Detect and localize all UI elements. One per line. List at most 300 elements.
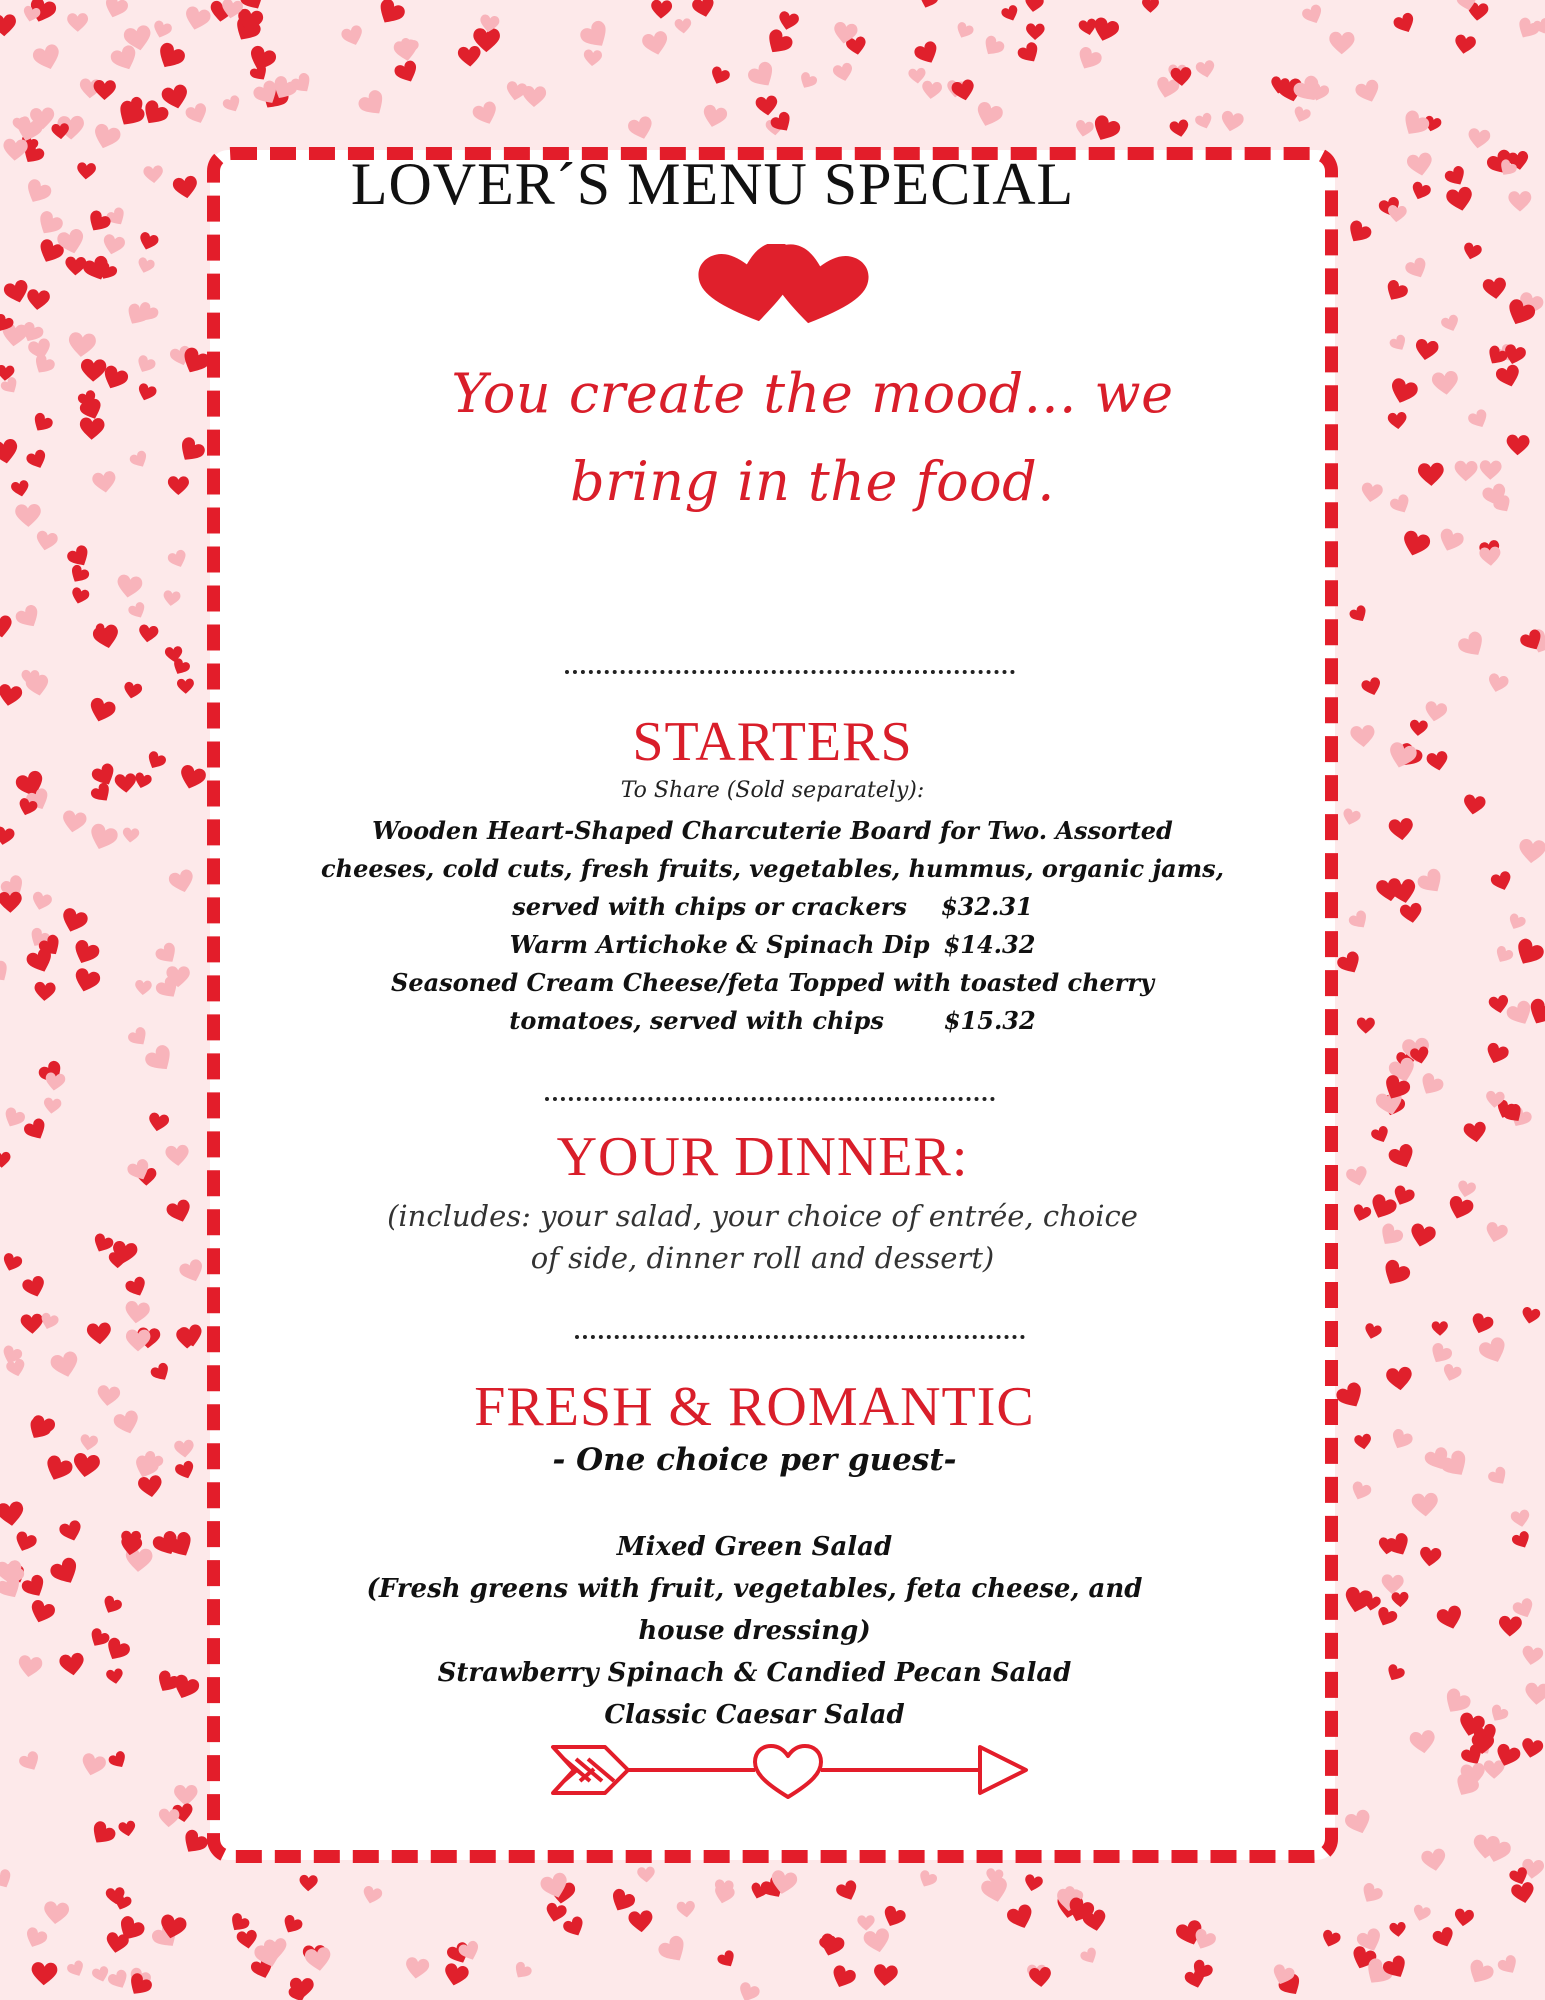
background-heart-icon — [59, 906, 90, 935]
background-heart-icon — [1320, 1929, 1342, 1950]
background-heart-icon — [1510, 1509, 1531, 1529]
background-heart-icon — [1431, 370, 1459, 396]
background-heart-icon — [511, 1960, 533, 1982]
background-heart-icon — [153, 40, 187, 73]
background-heart-icon — [828, 1964, 857, 1992]
background-heart-icon — [22, 177, 53, 207]
background-heart-icon — [1370, 1125, 1392, 1146]
background-heart-icon — [700, 104, 728, 130]
background-heart-icon — [128, 449, 150, 470]
background-heart-icon — [1483, 1221, 1509, 1245]
background-heart-icon — [69, 586, 90, 606]
background-heart-icon — [76, 162, 96, 180]
background-heart-icon — [118, 1820, 137, 1838]
background-heart-icon — [1195, 59, 1217, 79]
background-heart-icon — [100, 1594, 124, 1617]
background-heart-icon — [182, 5, 212, 33]
background-heart-icon — [1300, 3, 1325, 27]
background-heart-icon — [1445, 186, 1475, 214]
background-heart-icon — [834, 1879, 860, 1904]
background-heart-icon — [34, 982, 56, 1002]
background-heart-icon — [67, 332, 96, 358]
background-heart-icon — [442, 1962, 470, 1988]
background-heart-icon — [1398, 108, 1432, 141]
background-heart-icon — [1520, 1737, 1544, 1760]
background-heart-icon — [67, 563, 91, 586]
background-heart-icon — [107, 1750, 129, 1772]
starter-item-charcuterie — [210, 812, 1335, 926]
background-heart-icon — [1440, 313, 1462, 334]
background-heart-icon — [1387, 376, 1419, 406]
background-heart-icon — [1391, 1592, 1409, 1608]
background-heart-icon — [165, 1198, 194, 1225]
background-heart-icon — [1508, 191, 1531, 212]
background-heart-icon — [138, 624, 160, 644]
background-heart-icon — [112, 1409, 142, 1437]
background-heart-icon — [404, 1956, 430, 1980]
background-heart-icon — [122, 827, 140, 843]
background-heart-icon — [457, 46, 481, 68]
background-heart-icon — [1510, 1530, 1532, 1552]
background-heart-icon — [151, 19, 173, 40]
background-heart-icon — [1349, 1480, 1373, 1503]
background-heart-icon — [393, 59, 421, 86]
background-heart-icon — [80, 359, 106, 382]
background-heart-icon — [124, 1300, 151, 1325]
starter-3-line-1: Seasoned Cream Cheese/feta Topped with toasted cherry — [390, 968, 1155, 997]
background-heart-icon — [1520, 1645, 1544, 1667]
background-heart-icon — [0, 438, 20, 466]
background-heart-icon — [12, 1530, 38, 1555]
background-heart-icon — [908, 68, 926, 85]
background-heart-icon — [66, 1959, 87, 1979]
dinner-description — [200, 1195, 1325, 1279]
salad-item: house dressing) — [638, 1616, 871, 1646]
background-heart-icon — [1388, 493, 1413, 517]
background-heart-icon — [1489, 870, 1514, 893]
menu-content — [210, 150, 1335, 1860]
background-heart-icon — [676, 1900, 696, 1918]
background-heart-icon — [583, 49, 602, 67]
background-heart-icon — [93, 80, 116, 100]
background-heart-icon — [1386, 1366, 1414, 1391]
background-heart-icon — [1484, 1760, 1505, 1778]
background-heart-icon — [777, 10, 800, 32]
background-heart-icon — [17, 1654, 44, 1678]
background-heart-icon — [1486, 672, 1510, 694]
background-heart-icon — [1387, 1142, 1418, 1172]
starters-subheading: To Share (Sold separately): — [620, 778, 925, 803]
background-heart-icon — [1089, 113, 1123, 145]
background-heart-icon — [91, 1965, 111, 1984]
background-heart-icon — [626, 115, 655, 142]
background-heart-icon — [175, 435, 208, 467]
background-heart-icon — [1464, 1957, 1496, 1988]
background-heart-icon — [674, 18, 692, 34]
background-heart-icon — [1426, 750, 1450, 772]
background-heart-icon — [1498, 1616, 1522, 1637]
background-heart-icon — [0, 959, 13, 987]
background-heart-icon — [862, 1927, 892, 1955]
background-heart-icon — [762, 27, 795, 59]
background-heart-icon — [91, 470, 117, 494]
background-heart-icon — [1477, 1335, 1510, 1367]
background-heart-icon — [1392, 11, 1418, 36]
background-heart-icon — [166, 548, 189, 570]
background-heart-icon — [0, 1252, 23, 1274]
background-heart-icon — [1350, 725, 1376, 748]
starter-2-label: Warm Artichoke & Spinach Dip — [509, 930, 930, 959]
background-heart-icon — [1074, 119, 1095, 138]
background-heart-icon — [184, 102, 211, 127]
background-heart-icon — [1348, 604, 1370, 626]
background-heart-icon — [114, 773, 137, 793]
background-heart-icon — [0, 826, 15, 847]
background-heart-icon — [299, 1875, 318, 1892]
background-heart-icon — [0, 615, 14, 640]
background-heart-icon — [832, 62, 855, 83]
background-heart-icon — [544, 1902, 568, 1924]
salad-item: Mixed Green Salad — [616, 1532, 893, 1562]
background-heart-icon — [304, 1946, 333, 1972]
background-heart-icon — [1400, 529, 1432, 559]
background-heart-icon — [70, 938, 101, 968]
background-heart-icon — [29, 411, 54, 436]
background-heart-icon — [227, 1911, 252, 1935]
background-heart-icon — [1431, 1926, 1457, 1950]
background-heart-icon — [1506, 912, 1527, 932]
background-heart-icon — [1374, 1605, 1399, 1629]
background-heart-icon — [691, 0, 717, 19]
background-heart-icon — [0, 1501, 25, 1528]
background-heart-icon — [1467, 408, 1491, 431]
dinner-heading: YOUR DINNER: — [556, 1126, 969, 1188]
background-heart-icon — [1415, 866, 1447, 898]
background-heart-icon — [1335, 949, 1364, 977]
background-heart-icon — [857, 1915, 875, 1931]
arrow-heart-icon — [550, 1735, 1030, 1805]
background-heart-icon — [1427, 1341, 1454, 1367]
background-heart-icon — [1382, 278, 1410, 305]
background-heart-icon — [115, 574, 143, 600]
background-heart-icon — [2, 279, 31, 306]
background-heart-icon — [86, 1626, 111, 1650]
background-heart-icon — [374, 0, 408, 29]
background-heart-icon — [1169, 119, 1191, 139]
background-heart-icon — [650, 0, 672, 19]
background-heart-icon — [1292, 105, 1312, 124]
background-heart-icon — [102, 0, 130, 21]
background-heart-icon — [126, 1025, 151, 1049]
background-heart-icon — [2, 138, 28, 161]
background-heart-icon — [43, 1901, 70, 1926]
background-heart-icon — [561, 1915, 587, 1940]
background-heart-icon — [122, 681, 143, 700]
background-heart-icon — [356, 88, 390, 121]
background-heart-icon — [136, 382, 158, 403]
background-heart-icon — [1344, 218, 1374, 247]
background-heart-icon — [91, 122, 123, 152]
divider-2 — [545, 1097, 995, 1101]
tagline-line-2: bring in the food. — [570, 450, 1055, 513]
background-heart-icon — [43, 1097, 62, 1115]
background-heart-icon — [15, 504, 41, 527]
background-heart-icon — [1367, 1192, 1399, 1223]
background-heart-icon — [1354, 1433, 1373, 1450]
background-heart-icon — [1388, 333, 1409, 354]
background-heart-icon — [1363, 1322, 1383, 1341]
background-heart-icon — [86, 822, 120, 854]
background-heart-icon — [20, 1573, 49, 1601]
salad-item: (Fresh greens with fruit, vegetables, feta cheese, and — [366, 1574, 1143, 1604]
background-heart-icon — [917, 0, 940, 11]
dinner-line-2: of side, dinner roll and dessert) — [530, 1241, 995, 1275]
salad-item: Classic Caesar Salad — [604, 1700, 905, 1730]
background-heart-icon — [797, 71, 819, 92]
background-heart-icon — [1387, 411, 1407, 430]
starters-heading: STARTERS — [632, 711, 913, 773]
background-heart-icon — [158, 1808, 179, 1827]
background-heart-icon — [1419, 1546, 1442, 1567]
starter-1-line-2: cheeses, cold cuts, fresh fruits, vegetables, hummus, organic jams, — [321, 854, 1224, 883]
background-heart-icon — [58, 1519, 85, 1544]
background-heart-icon — [1486, 1465, 1510, 1489]
background-heart-icon — [1441, 1363, 1463, 1384]
background-heart-icon — [361, 1885, 384, 1906]
background-heart-icon — [101, 233, 126, 257]
starter-2-price: $14.32 — [943, 930, 1036, 959]
background-heart-icon — [147, 1112, 170, 1133]
background-heart-icon — [1461, 242, 1482, 262]
heart-pair-icon — [696, 244, 876, 334]
background-heart-icon — [72, 967, 102, 995]
starter-3-price: $15.32 — [943, 1006, 1036, 1035]
background-heart-icon — [1436, 527, 1465, 555]
background-heart-icon — [1388, 1427, 1414, 1452]
starter-1-line-1: Wooden Heart-Shaped Charcuterie Board for Two. Assorted — [372, 816, 1173, 845]
background-heart-icon — [504, 80, 528, 102]
background-heart-icon — [124, 1275, 149, 1299]
background-heart-icon — [1456, 629, 1489, 661]
background-heart-icon — [31, 43, 63, 73]
salad-list — [192, 1526, 1317, 1736]
background-heart-icon — [471, 100, 501, 128]
background-heart-icon — [48, 1555, 83, 1588]
background-heart-icon — [1454, 461, 1477, 482]
background-heart-icon — [153, 1669, 182, 1697]
starter-1-price: $32.31 — [940, 892, 1033, 921]
background-heart-icon — [1409, 180, 1432, 202]
background-heart-icon — [1445, 1194, 1475, 1222]
tagline — [250, 350, 1375, 526]
background-heart-icon — [22, 1117, 50, 1144]
background-heart-icon — [109, 43, 141, 74]
divider-1 — [565, 670, 1015, 674]
background-heart-icon — [153, 941, 180, 968]
fresh-heading: FRESH & ROMANTIC — [474, 1376, 1035, 1438]
background-heart-icon — [168, 476, 189, 495]
background-heart-icon — [0, 683, 23, 708]
background-heart-icon — [1518, 838, 1545, 864]
background-heart-icon — [1487, 1703, 1510, 1725]
starter-3-line-2: tomatoes, served with chips $15.32 — [509, 1006, 1036, 1035]
background-heart-icon — [746, 59, 780, 92]
background-heart-icon — [160, 83, 190, 111]
background-heart-icon — [72, 1452, 101, 1479]
background-heart-icon — [716, 1949, 738, 1971]
background-heart-icon — [1514, 16, 1542, 43]
background-heart-icon — [980, 34, 1007, 60]
divider-3 — [575, 1335, 1025, 1339]
background-heart-icon — [22, 1926, 48, 1951]
tagline-line-1: You create the mood... we — [451, 362, 1174, 425]
page-title: LOVER´S MENU SPECIAL — [350, 151, 1075, 217]
background-heart-icon — [1, 1106, 27, 1131]
background-heart-icon — [607, 1887, 637, 1916]
background-heart-icon — [1494, 363, 1522, 389]
background-heart-icon — [1376, 1221, 1406, 1250]
background-heart-icon — [1496, 1953, 1521, 1977]
background-heart-icon — [880, 1904, 907, 1930]
background-heart-icon — [708, 65, 731, 87]
background-heart-icon — [280, 1913, 304, 1937]
background-heart-icon — [236, 1929, 259, 1950]
background-heart-icon — [1329, 32, 1355, 55]
background-heart-icon — [912, 39, 941, 67]
background-heart-icon — [84, 208, 112, 236]
background-heart-icon — [1342, 1585, 1374, 1615]
salad-item: Strawberry Spinach & Candied Pecan Salad — [437, 1658, 1072, 1688]
background-heart-icon — [1510, 1881, 1536, 1905]
background-heart-icon — [1411, 1492, 1438, 1517]
background-heart-icon — [1418, 463, 1445, 487]
background-heart-icon — [26, 289, 51, 311]
background-heart-icon — [1024, 0, 1045, 13]
background-heart-icon — [1079, 1946, 1100, 1966]
background-heart-icon — [1453, 1908, 1474, 1927]
background-heart-icon — [1354, 78, 1383, 106]
background-heart-icon — [1000, 4, 1021, 24]
background-heart-icon — [44, 1072, 66, 1092]
background-heart-icon — [49, 1350, 81, 1380]
background-heart-icon — [10, 479, 30, 498]
background-heart-icon — [177, 678, 194, 694]
background-heart-icon — [149, 1361, 173, 1384]
background-heart-icon — [0, 892, 22, 913]
background-heart-icon — [954, 21, 975, 41]
background-heart-icon — [1524, 1682, 1545, 1706]
background-heart-icon — [1358, 1881, 1385, 1907]
background-heart-icon — [1406, 152, 1434, 178]
background-heart-icon — [340, 24, 366, 48]
background-heart-icon — [42, 1454, 75, 1485]
background-heart-icon — [873, 1964, 899, 1987]
background-heart-icon — [1016, 40, 1043, 66]
background-heart-icon — [1219, 110, 1245, 134]
background-heart-icon — [86, 1322, 112, 1345]
background-heart-icon — [1379, 1257, 1413, 1290]
background-heart-icon — [1074, 45, 1104, 74]
background-heart-icon — [1345, 1165, 1370, 1188]
background-heart-icon — [656, 1933, 691, 1967]
starter-item-dip — [210, 926, 1335, 964]
background-heart-icon — [1091, 16, 1121, 44]
background-heart-icon — [144, 750, 167, 773]
background-heart-icon — [1360, 676, 1383, 698]
background-heart-icon — [1381, 1574, 1404, 1594]
background-heart-icon — [1341, 807, 1362, 827]
background-heart-icon — [178, 1827, 210, 1858]
background-heart-icon — [0, 1868, 15, 1892]
background-heart-icon — [96, 1385, 121, 1408]
background-heart-icon — [13, 603, 43, 632]
background-heart-icon — [143, 1043, 178, 1077]
background-heart-icon — [1482, 277, 1508, 300]
background-heart-icon — [17, 1750, 43, 1775]
background-heart-icon — [1384, 1663, 1406, 1684]
background-heart-icon — [221, 94, 243, 115]
background-heart-icon — [1423, 700, 1448, 723]
background-heart-icon — [1334, 1380, 1368, 1413]
background-heart-icon — [162, 590, 181, 607]
background-heart-icon — [921, 80, 943, 100]
background-heart-icon — [1388, 817, 1414, 841]
background-heart-icon — [1453, 34, 1477, 56]
background-heart-icon — [134, 980, 152, 996]
background-heart-icon — [1443, 164, 1469, 189]
background-heart-icon — [1469, 1312, 1495, 1337]
background-heart-icon — [1409, 719, 1428, 736]
background-heart-icon — [1386, 741, 1419, 771]
background-heart-icon — [1456, 1180, 1477, 1199]
background-heart-icon — [0, 1152, 11, 1168]
background-heart-icon — [34, 530, 59, 553]
background-heart-icon — [87, 1819, 118, 1849]
starter-item-cream-cheese — [210, 964, 1335, 1040]
background-heart-icon — [1377, 1537, 1397, 1556]
background-heart-icon — [1483, 1041, 1510, 1067]
background-heart-icon — [1511, 936, 1545, 970]
background-heart-icon — [916, 1869, 938, 1891]
dinner-line-1: (includes: your salad, your choice of entrée, choice — [387, 1199, 1138, 1233]
background-heart-icon — [31, 1962, 58, 1986]
background-heart-icon — [1411, 1904, 1432, 1924]
background-heart-icon — [1414, 338, 1440, 362]
background-heart-icon — [106, 1968, 131, 1992]
background-heart-icon — [167, 868, 196, 895]
background-heart-icon — [20, 1313, 43, 1334]
background-heart-icon — [1417, 1071, 1446, 1099]
background-heart-icon — [1463, 1121, 1488, 1144]
background-heart-icon — [637, 1866, 655, 1883]
background-heart-icon — [106, 1668, 125, 1685]
background-heart-icon — [1432, 1321, 1449, 1336]
background-heart-icon — [59, 1652, 86, 1677]
background-heart-icon — [1506, 434, 1530, 455]
background-heart-icon — [1357, 1017, 1375, 1033]
background-heart-icon — [137, 1474, 163, 1498]
background-heart-icon — [86, 696, 117, 725]
background-heart-icon — [27, 1598, 56, 1626]
background-heart-icon — [628, 1910, 654, 1933]
background-heart-icon — [79, 417, 105, 440]
guest-note: - One choice per guest- — [552, 1442, 957, 1478]
background-heart-icon — [1409, 1729, 1437, 1755]
background-heart-icon — [1343, 1808, 1374, 1837]
background-heart-icon — [137, 231, 160, 252]
background-heart-icon — [1005, 1903, 1036, 1933]
background-heart-icon — [134, 354, 157, 376]
